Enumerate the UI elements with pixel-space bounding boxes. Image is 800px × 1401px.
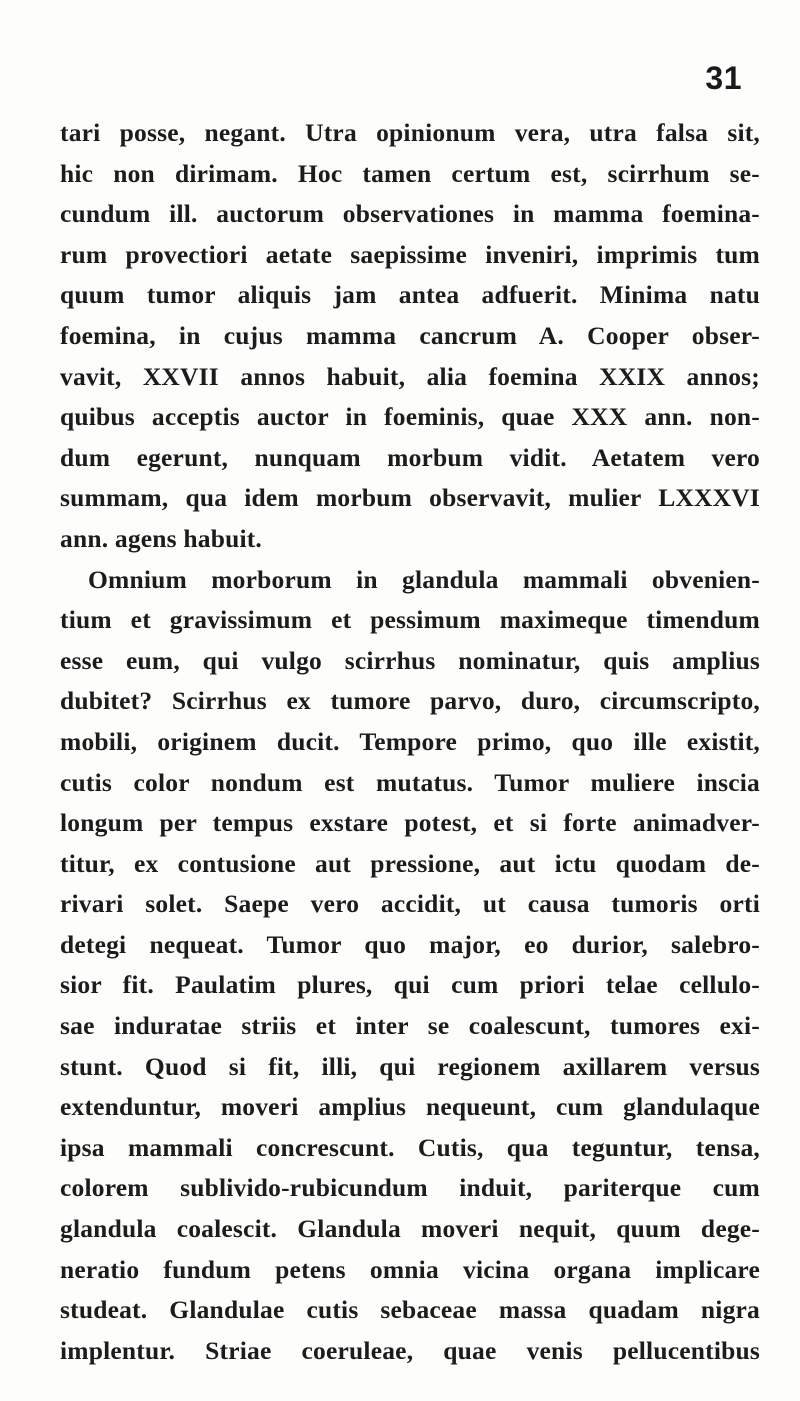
text-line: glandula coalescit. Glandula moveri nequit, quum dege- xyxy=(60,1214,760,1244)
text-line: rivari solet. Saepe vero accidit, ut causa tumoris orti xyxy=(60,889,760,919)
text-line: sior fit. Paulatim plures, qui cum priori telae cellulo- xyxy=(60,970,760,1000)
paragraph-start-line: Omnium morborum in glandula mammali obvenien- xyxy=(88,564,760,594)
text-line: esse eum, qui vulgo scirrhus nominatur, quis amplius xyxy=(60,645,760,675)
text-line: extenduntur, moveri amplius nequeunt, cum glandulaque xyxy=(60,1092,760,1122)
text-line: detegi nequeat. Tumor quo major, eo durior, salebro- xyxy=(60,929,760,959)
page-number: 31 xyxy=(705,60,742,96)
text-line: stunt. Quod si fit, illi, qui regionem axillarem versus xyxy=(60,1051,760,1081)
text-line: summam, qua idem morbum observavit, mulier LXXXVI xyxy=(60,483,760,513)
text-line: quum tumor aliquis jam antea adfuerit. Minima natu xyxy=(60,280,760,310)
text-line: hic non dirimam. Hoc tamen certum est, scirrhum se- xyxy=(60,158,760,188)
text-line: studeat. Glandulae cutis sebaceae massa quadam nigra xyxy=(60,1295,760,1325)
text-line: mobili, originem ducit. Tempore primo, quo ille existit, xyxy=(60,726,760,756)
body-text xyxy=(60,113,760,1371)
text-line: cundum ill. auctorum observationes in mamma foemina- xyxy=(60,199,760,229)
text-line: longum per tempus exstare potest, et si forte animadver- xyxy=(60,808,760,838)
text-line: quibus acceptis auctor in foeminis, quae XXX ann. non- xyxy=(60,402,760,432)
text-line: vavit, XXVII annos habuit, alia foemina XXIX annos; xyxy=(60,361,760,391)
text-line: dum egerunt, nunquam morbum vidit. Aetatem vero xyxy=(60,442,760,472)
text-line: ipsa mammali concrescunt. Cutis, qua teguntur, tensa, xyxy=(60,1132,760,1162)
text-line: tium et gravissimum et pessimum maximeque timendum xyxy=(60,605,760,635)
text-line: rum provectiori aetate saepissime inveniri, imprimis tum xyxy=(60,239,760,269)
text-line: titur, ex contusione aut pressione, aut ictu quodam de- xyxy=(60,848,760,878)
text-line: dubitet? Scirrhus ex tumore parvo, duro, circumscripto, xyxy=(60,686,760,716)
paragraph-end-line: ann. agens habuit. xyxy=(60,523,263,553)
text-line: tari posse, negant. Utra opinionum vera, utra falsa sit, xyxy=(60,118,760,147)
text-line: foemina, in cujus mamma cancrum A. Cooper obser- xyxy=(60,320,760,350)
text-line: cutis color nondum est mutatus. Tumor muliere inscia xyxy=(60,767,760,797)
text-line: colorem sublivido-rubicundum induit, pariterque cum xyxy=(60,1173,760,1203)
text-line: neratio fundum petens omnia vicina organa implicare xyxy=(60,1254,760,1284)
text-line: sae induratae striis et inter se coalescunt, tumores exi- xyxy=(60,1011,760,1041)
text-line: implentur. Striae coeruleae, quae venis pellucentibus xyxy=(60,1335,760,1365)
